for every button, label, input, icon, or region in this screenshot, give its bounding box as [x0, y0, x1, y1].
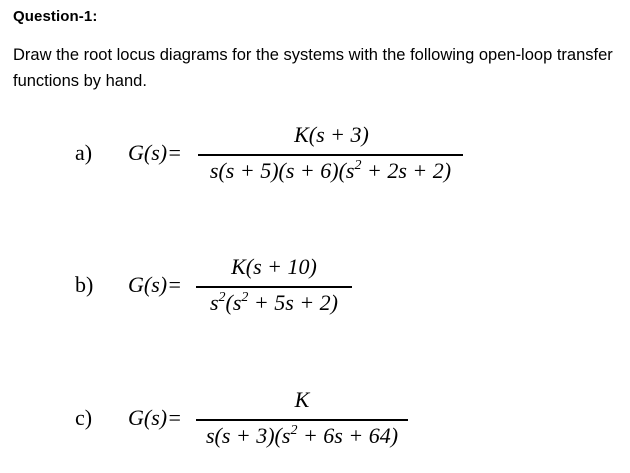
problem-label: c) — [75, 405, 93, 430]
denominator — [196, 290, 352, 316]
numerator: K(s + 10) — [231, 254, 317, 279]
fraction-bar — [196, 286, 352, 288]
question-heading: Question-1: — [13, 8, 98, 25]
denominator-part: s(s + 3)(s — [205, 423, 291, 448]
exponent: 2 — [354, 158, 362, 173]
transfer-function-lhs: G(s)= — [128, 272, 182, 297]
transfer-function-lhs: G(s)= — [128, 405, 182, 430]
denominator-part: s — [209, 290, 219, 315]
exponent: 2 — [241, 290, 249, 305]
fraction-bar — [198, 154, 463, 156]
transfer-function-lhs: G(s)= — [128, 140, 182, 165]
denominator-part: + 6s + 64) — [297, 423, 399, 448]
numerator: K(s + 3) — [294, 122, 369, 147]
numerator: K — [294, 387, 310, 412]
denominator — [196, 423, 408, 449]
question-instruction: Draw the root locus diagrams for the systems with the following open-loop transfer functions by hand. — [13, 46, 613, 90]
fraction-bar — [196, 419, 408, 421]
denominator — [198, 158, 463, 184]
denominator-part: + 2s + 2) — [361, 158, 452, 183]
denominator-part: + 5s + 2) — [248, 290, 339, 315]
denominator-part: s(s + 5)(s + 6)(s — [209, 158, 355, 183]
problem-label: b) — [75, 272, 94, 297]
exponent: 2 — [218, 290, 226, 305]
problem-label: a) — [75, 140, 93, 165]
denominator-part: (s — [225, 290, 242, 315]
exponent: 2 — [290, 423, 298, 438]
